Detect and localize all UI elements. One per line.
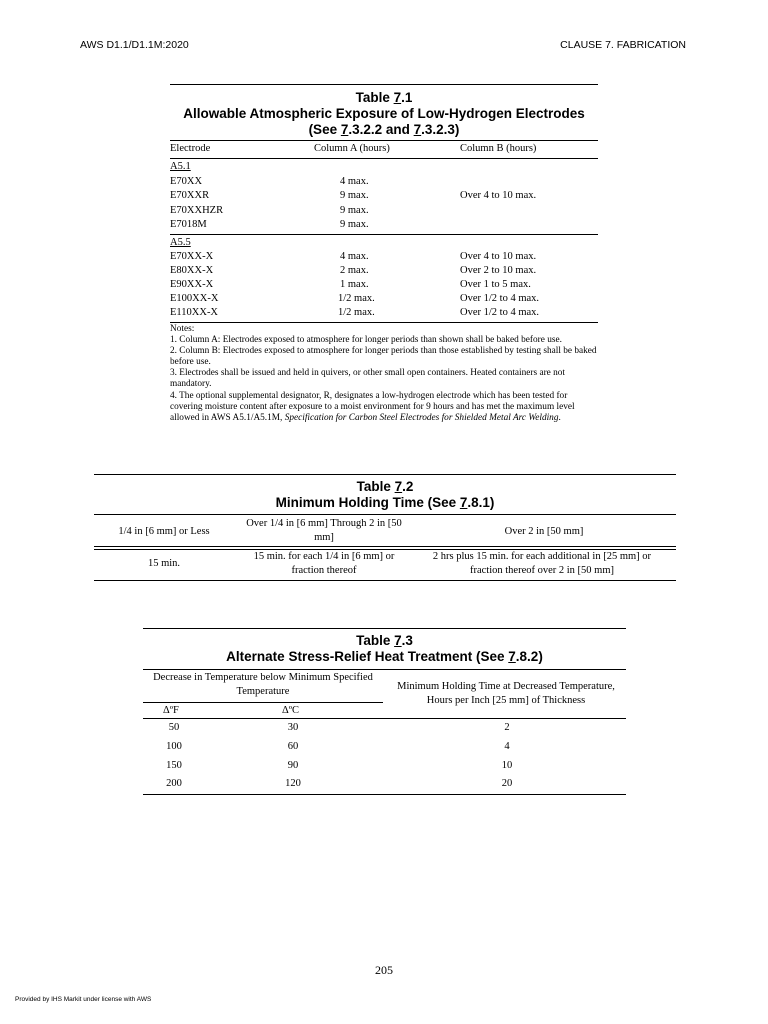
table-row-electrode: E70XX-X	[170, 251, 214, 262]
notes-heading: Notes:	[170, 324, 195, 334]
note-4: 4. The optional supplemental designator, R, designates a low-hydrogen electrode which has been tested for covering moisture content after exposure to a moist environment for 9 hours and has met the maximum level allowed in AWS A5.1/A5.1M, Specification for Carbon Steel Electrodes for Shielded Metal Arc Welding.	[170, 390, 575, 423]
header-bottom-rule	[170, 158, 598, 159]
table-row-electrode: E100XX-X	[170, 293, 219, 304]
table-bottom-rule	[143, 794, 626, 795]
table-row-column-a: 9 max.	[340, 219, 369, 230]
table-cell-f: 200	[166, 778, 182, 789]
table-top-rule	[170, 84, 598, 85]
table-row-electrode: E80XX-X	[170, 265, 214, 276]
subheader-c: ΔºC	[282, 705, 300, 716]
table-row-electrode: E90XX-X	[170, 279, 214, 290]
table-row-column-a: 2 max.	[340, 265, 369, 276]
table-row-column-a: 9 max.	[340, 204, 369, 216]
table-title	[94, 479, 676, 511]
table-cell-hours: 20	[501, 778, 513, 789]
table-cell-hours: 4	[504, 741, 510, 752]
table-row-column-a: 1 max.	[340, 279, 369, 290]
table-notes	[170, 324, 600, 424]
header-bottom-rule	[94, 546, 676, 547]
table-row-column-a: 1/2 max.	[338, 293, 375, 304]
group-header-rule	[143, 702, 383, 703]
table-row-column-a: 1/2 max.	[338, 307, 375, 318]
table-title-line2: Minimum Holding Time (See 7.8.1)	[275, 495, 495, 510]
table-cell-c: 120	[285, 778, 301, 789]
table-row-column-b: Over 4 to 10 max.	[460, 251, 537, 262]
table-title-line2: Allowable Atmospheric Exposure of Low-Hydrogen Electrodes	[183, 106, 585, 121]
table-title-line1: Table 7.2	[356, 479, 414, 494]
table-cell-f: 50	[168, 722, 180, 733]
table-cell-f: 100	[166, 741, 182, 752]
table-cell-c: 90	[287, 760, 299, 771]
table-cell: 15 min.	[147, 558, 181, 569]
table-cell: 2 hrs plus 15 min. for each additional in [25 mm] or fraction thereof over 2 in [50 mm]	[432, 551, 652, 576]
table-title-line1: Table 7.3	[356, 633, 413, 648]
table-cell: 15 min. for each 1/4 in [6 mm] or fraction thereof	[253, 551, 395, 576]
table-cell-c: 60	[287, 741, 299, 752]
column-header: 1/4 in [6 mm] or Less	[118, 526, 210, 537]
table-title	[143, 633, 626, 665]
table-title-line1: Table 7.1	[355, 90, 413, 105]
table-cell-f: 150	[166, 760, 182, 771]
header-top-rule	[143, 669, 626, 670]
table-row-column-b: Over 2 to 10 max.	[460, 265, 537, 276]
column-header-electrode: Electrode	[170, 143, 211, 154]
table-row-column-a: 9 max.	[340, 190, 369, 201]
table-bottom-rule	[94, 580, 676, 581]
group-header-temperature: Decrease in Temperature below Minimum Specified Temperature	[153, 672, 373, 697]
note-3: 3. Electrodes shall be issued and held in quivers, or other small open containers. Heated containers are not mandatory.	[170, 368, 565, 390]
group-divider-rule	[170, 234, 598, 235]
header-bottom-rule	[143, 718, 626, 719]
table-top-rule	[94, 474, 676, 475]
column-header: Over 2 in [50 mm]	[504, 526, 584, 537]
group-label-a5-1: A5.1	[170, 161, 191, 172]
note-1: 1. Column A: Electrodes exposed to atmosphere for longer periods than shown shall be baked before use.	[170, 335, 562, 346]
table-row-column-b: Over 1 to 5 max.	[460, 279, 531, 290]
table-row-electrode: E70XX	[170, 175, 203, 187]
table-cell-c: 30	[287, 722, 299, 733]
table-cell-hours: 2	[504, 722, 510, 733]
table-row-electrode: E70XXHZR	[170, 204, 224, 216]
table-row-column-a: 4 max.	[340, 175, 369, 187]
table-row-electrode: E110XX-X	[170, 307, 219, 318]
group-label-a5-5: A5.5	[170, 236, 191, 248]
running-header-right: CLAUSE 7. FABRICATION	[560, 39, 686, 51]
table-cell-hours: 10	[501, 760, 513, 771]
note-4-citation: Specification for Carbon Steel Electrodes for Shielded Metal Arc Welding	[284, 412, 559, 423]
header-top-rule	[170, 140, 598, 141]
table-row-column-b: Over 1/2 to 4 max.	[460, 307, 540, 318]
table-row-electrode: E70XXR	[170, 190, 210, 201]
subheader-f: ΔºF	[163, 705, 179, 716]
table-row-column-a: 4 max.	[340, 251, 369, 262]
table-row-electrode: E7018M	[170, 219, 207, 230]
column-header-b: Column B (hours)	[460, 143, 537, 154]
header-top-rule	[94, 514, 676, 515]
table-title-line3: (See 7.3.2.2 and 7.3.2.3)	[308, 122, 460, 137]
running-header-left: AWS D1.1/D1.1M:2020	[80, 39, 189, 51]
table-title-line2: Alternate Stress-Relief Heat Treatment (See 7.8.2)	[226, 649, 543, 664]
footer-license: Provided by IHS Markit under license with AWS	[15, 996, 152, 1003]
table-row-column-b: Over 4 to 10 max.	[460, 190, 537, 201]
note-2: 2. Column B: Electrodes exposed to atmosphere for longer periods than those established by testing shall be baked before use.	[170, 346, 597, 368]
column-header-holding-time: Minimum Holding Time at Decreased Temperature, Hours per Inch [25 mm] of Thickness	[397, 681, 615, 706]
table-bottom-rule	[170, 322, 598, 323]
table-row-column-b: Over 1/2 to 4 max.	[460, 293, 540, 304]
table-title	[150, 90, 618, 138]
column-header: Over 1/4 in [6 mm] Through 2 in [50 mm]	[246, 518, 402, 543]
column-header-a: Column A (hours)	[314, 143, 390, 154]
table-top-rule	[143, 628, 626, 629]
page-number: 205	[375, 963, 393, 977]
